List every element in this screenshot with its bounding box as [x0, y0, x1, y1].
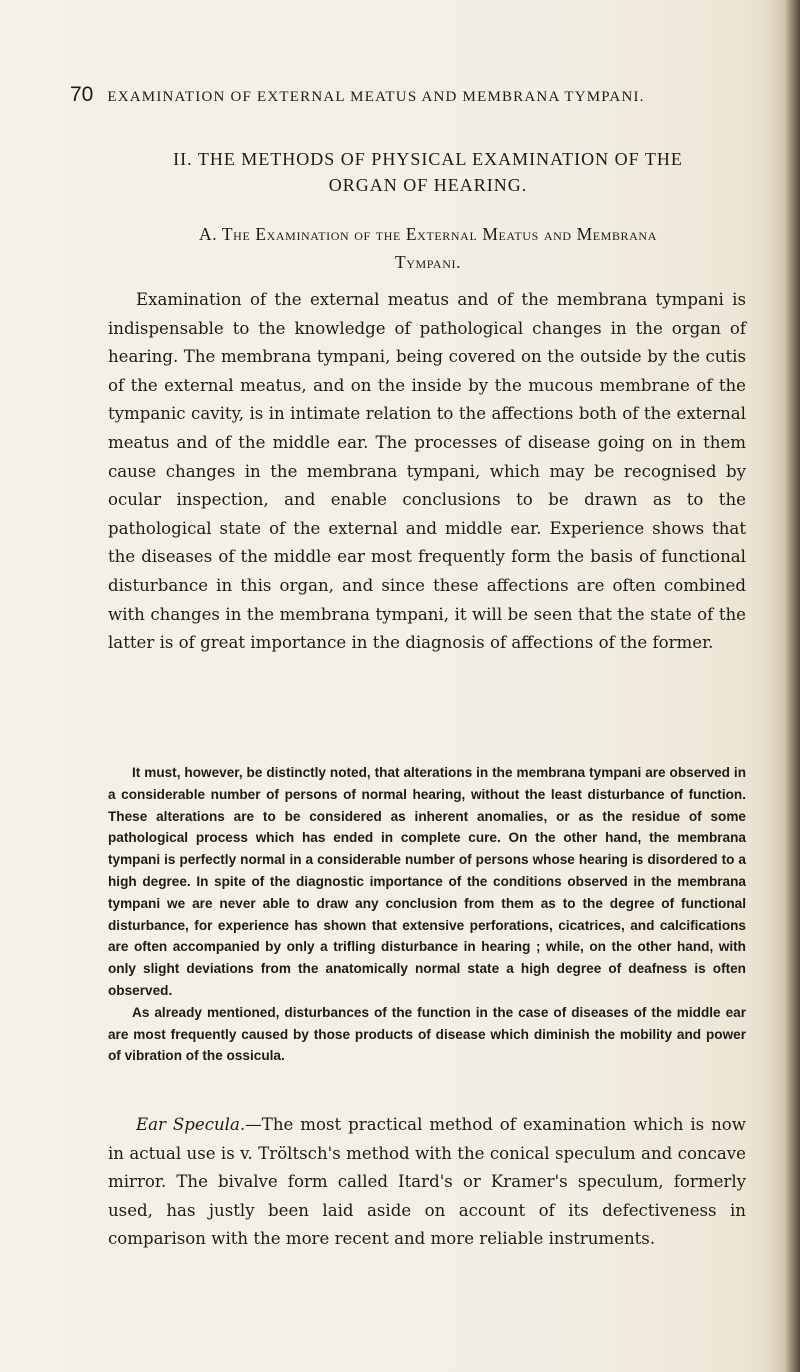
note-paragraph-1: It must, however, be distinctly noted, that alterations in the membrana tympani are observed in a considerable number of persons of normal hearing, without the least disturbance of function. These alterations are to be considered as inherent anomalies, or as the residue of some pathological process which has ended in complete cure. On the other hand, the membrana tympani is perfectly normal in a considerable number of persons whose hearing is disordered to a high degree. In spite of the diagnostic importance of the conditions observed in the membrana tympani we are never able to draw any conclusion from them as to the degree of functional disturbance, for experience has shown that extensive perforations, cicatrices, and calcifications are often accompanied by only a trifling disturbance in hearing ; while, on the other hand, with only slight deviations from the anatomically normal state a high degree of deafness is often observed. — [108, 765, 746, 998]
section-title — [108, 146, 748, 198]
specula-paragraph — [108, 1111, 746, 1254]
section-title-line-2: ORGAN OF HEARING. — [328, 175, 528, 195]
note-block — [108, 762, 746, 1067]
running-head-title: EXAMINATION OF EXTERNAL MEATUS AND MEMBRANA TYMPANI. — [107, 89, 645, 105]
specula-paragraph-block — [108, 1111, 746, 1254]
section-title-line-1: II. THE METHODS OF PHYSICAL EXAMINATION OF THE — [173, 149, 683, 169]
intro-paragraph: Examination of the external meatus and of the membrana tympani is indispensable to the knowledge of pathological changes in the organ of hearing. The membrana tympani, being covered on the outside by the cutis of the external meatus, and on the inside by the mucous membrane of the tympanic cavity, is in intimate relation to the affections both of the external meatus and of the middle ear. The processes of disease going on in them cause changes in the membrana tympani, which may be recognised by ocular inspection, and enable conclusions to be drawn as to the pathological state of the external and middle ear. Experience shows that the diseases of the middle ear most frequently form the basis of functional disturbance in this organ, and since these affections are often combined with changes in the membrana tympani, it will be seen that the state of the latter is of great importance in the diagnosis of affections of the former. — [108, 290, 746, 653]
note-paragraph-2: As already mentioned, disturbances of the function in the case of diseases of the middle ear are most frequently caused by those products of disease which diminish the mobility and power of vibration of the ossicula. — [108, 1004, 746, 1064]
intro-paragraph-block — [108, 286, 746, 658]
subsection-title-line-2: Tympani. — [394, 252, 462, 272]
running-head — [70, 83, 770, 107]
subsection-title-line-1: A. The Examination of the External Meatus and Membrana — [199, 224, 657, 244]
subsection-title — [108, 220, 748, 276]
specula-body: —The most practical method of examination which is now in actual use is v. Tröltsch's method with the conical speculum and concave mirror. The bivalve form called Itard's or Kramer's speculum, formerly used, has justly been laid aside on account of its defectiveness in comparison with the more recent and more reliable instruments. — [108, 1115, 746, 1249]
specula-heading: Ear Specula. — [136, 1115, 246, 1134]
page-edge-shadow — [766, 0, 800, 1372]
page-number: 70 — [70, 83, 94, 106]
